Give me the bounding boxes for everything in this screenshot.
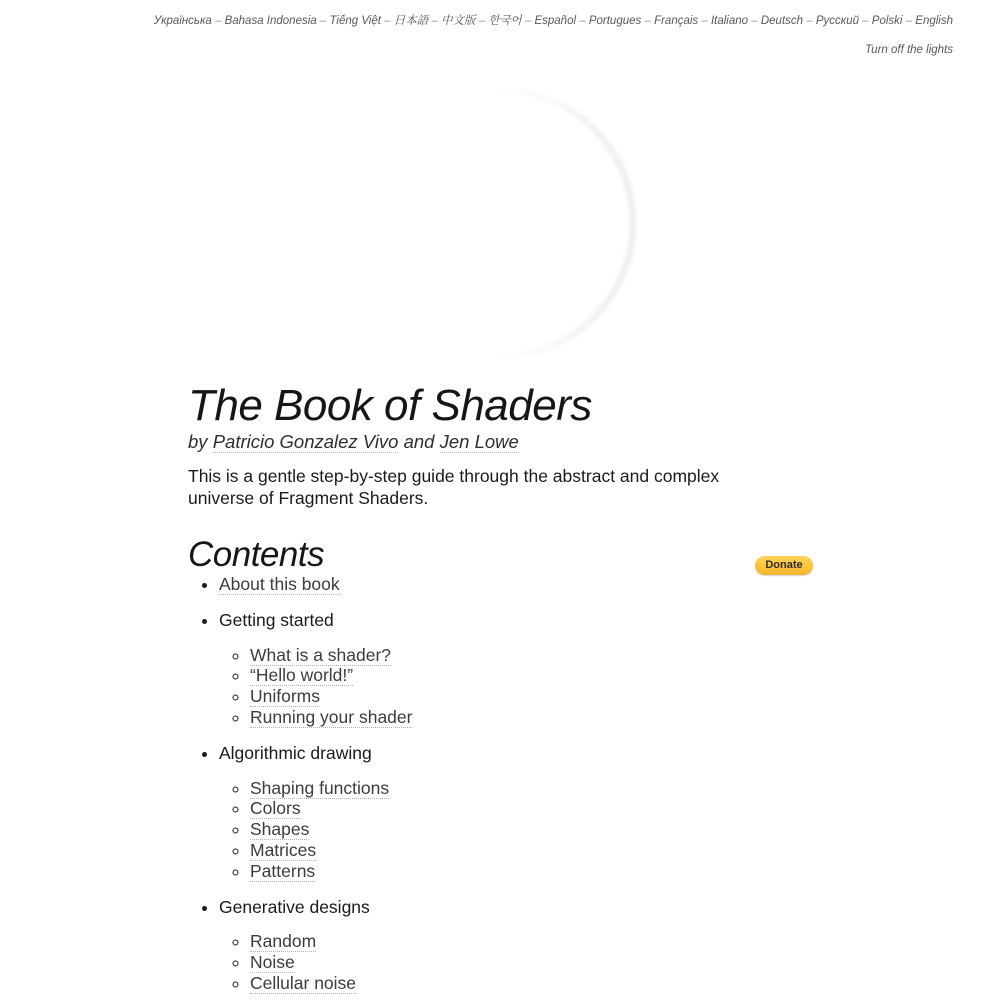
- toc-subitem: [250, 645, 813, 666]
- language-separator: –: [316, 15, 330, 27]
- language-link[interactable]: Bahasa Indonesia: [224, 15, 317, 27]
- toc-sublist: [219, 645, 813, 728]
- language-link[interactable]: Español: [534, 15, 577, 27]
- contents-heading: Contents: [188, 535, 325, 574]
- toc-subitem: [250, 973, 813, 994]
- toc-subitem: [250, 931, 813, 952]
- language-link[interactable]: Français: [654, 15, 699, 27]
- language-link[interactable]: Tiếng Việt: [329, 15, 381, 27]
- toc-sublist: [219, 778, 813, 882]
- author-link-patricio[interactable]: Patricio Gonzalez Vivo: [212, 431, 399, 452]
- language-link[interactable]: 中文版: [441, 15, 476, 27]
- toc-item: [219, 610, 813, 728]
- toc-section-label: Getting started: [219, 609, 334, 630]
- toc-subitem: [250, 707, 813, 728]
- contents-list-wrap: [188, 574, 813, 1008]
- toc-item: [219, 743, 813, 882]
- language-separator: –: [380, 15, 394, 27]
- toc-link[interactable]: Shapes: [250, 819, 310, 840]
- donate-button[interactable]: Donate: [755, 556, 813, 575]
- intro-paragraph: This is a gentle step-by-step guide through the abstract and complex universe of Fragment Shaders.: [188, 466, 720, 508]
- toc-subitem: [250, 819, 813, 840]
- byline-prefix: by: [188, 431, 208, 452]
- toc-link[interactable]: Random: [250, 931, 317, 952]
- byline-conjunction: and: [403, 431, 435, 452]
- toc-subitem: [250, 686, 813, 707]
- toc-link[interactable]: Running your shader: [250, 706, 413, 727]
- page-title: The Book of Shaders: [188, 381, 592, 430]
- language-link[interactable]: Italiano: [710, 15, 749, 27]
- language-link[interactable]: Polski: [871, 15, 903, 27]
- toc-subitem: [250, 952, 813, 973]
- language-separator: –: [748, 15, 761, 27]
- contents-list: [188, 574, 813, 994]
- turn-off-lights-link[interactable]: Turn off the lights: [865, 44, 953, 56]
- language-link[interactable]: Portugues: [588, 15, 642, 27]
- language-bar: [154, 14, 953, 28]
- language-separator: –: [521, 15, 535, 27]
- toc-item: [219, 897, 813, 994]
- language-separator: –: [698, 15, 711, 27]
- toc-subitem: [250, 665, 813, 686]
- moon-arc-graphic: [360, 80, 640, 370]
- toc-link[interactable]: Matrices: [250, 839, 317, 860]
- toc-link[interactable]: Colors: [250, 798, 301, 819]
- toc-item: [219, 574, 813, 595]
- toc-section-label: Generative designs: [219, 896, 370, 917]
- language-separator: –: [475, 15, 489, 27]
- language-link[interactable]: 한국어: [488, 15, 522, 27]
- toc-link[interactable]: What is a shader?: [250, 644, 392, 665]
- toc-subitem: [250, 778, 813, 799]
- shader-canvas: [360, 80, 640, 370]
- language-separator: –: [211, 15, 225, 27]
- toc-link[interactable]: Cellular noise: [250, 972, 357, 993]
- language-separator: –: [803, 15, 816, 27]
- author-link-jen[interactable]: Jen Lowe: [439, 431, 519, 452]
- lights-toggle-row: [154, 43, 953, 57]
- toc-sublist: [219, 931, 813, 993]
- toc-section-label: Algorithmic drawing: [219, 742, 372, 763]
- toc-link[interactable]: Noise: [250, 952, 295, 973]
- topbar: [154, 14, 953, 57]
- language-link[interactable]: Русский: [815, 15, 859, 27]
- language-separator: –: [902, 15, 916, 27]
- language-link[interactable]: 日本語: [393, 15, 429, 27]
- toc-link[interactable]: “Hello world!”: [250, 665, 354, 686]
- language-separator: –: [641, 15, 655, 27]
- toc-link[interactable]: Patterns: [250, 860, 316, 881]
- toc-link[interactable]: About this book: [219, 574, 340, 594]
- language-separator: –: [428, 15, 442, 27]
- language-link[interactable]: Українська: [153, 15, 212, 27]
- byline: [188, 430, 519, 454]
- donate-container: [755, 556, 813, 575]
- toc-link[interactable]: Shaping functions: [250, 777, 390, 798]
- language-link[interactable]: Deutsch: [760, 15, 804, 27]
- language-link[interactable]: English: [915, 15, 953, 27]
- toc-subitem: [250, 840, 813, 861]
- toc-link[interactable]: Uniforms: [250, 686, 321, 707]
- toc-subitem: [250, 798, 813, 819]
- language-separator: –: [859, 15, 872, 27]
- language-separator: –: [576, 15, 589, 27]
- toc-subitem: [250, 861, 813, 882]
